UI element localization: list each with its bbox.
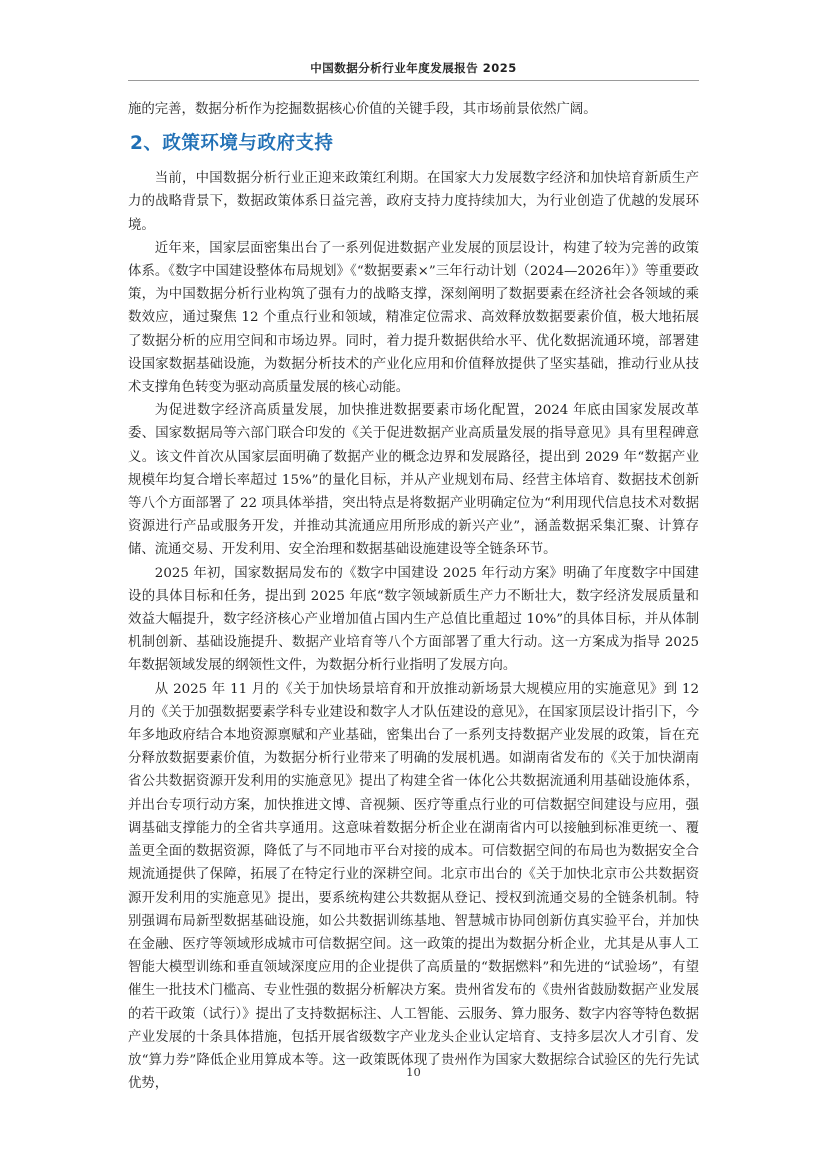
- body-paragraph-3: 为促进数字经济高质量发展，加快推进数据要素市场化配置，2024 年底由国家发展改革委、国家数据局等六部门联合印发的《关于促进数据产业高质量发展的指导意见》具有里程碑意义。该文件首次从国家层面明确了数据产业的概念边界和发展路径，提出到 2029 年“数据产业规模年均复合增长率超过 15%”的量化目标，并从产业规划布局、经营主体培育、数据技术创新等八个方面部署了 22 项具体举措，突出特点是将数据产业明确定位为“利用现代信息技术对数据资源进行产品或服务开发，并推动其流通应用所形成的新兴产业”，涵盖数据采集汇聚、计算存储、流通交易、开发利用、安全治理和数据基础设施建设等全链条环节。: [128, 403, 699, 558]
- continuation-paragraph: 施的完善，数据分析作为挖掘数据核心价值的关键手段，其市场前景依然广阔。: [128, 102, 597, 117]
- page-number: 10: [406, 1065, 421, 1079]
- body-paragraph-4: 2025 年初，国家数据局发布的《数字中国建设 2025 年行动方案》明确了年度数字中国建设的具体目标和任务，提出到 2025 年底“数字领域新质生产力不断壮大，数字经济发展质量和效益大幅提升，数字经济核心产业增加值占国内生产总值比重超过 10%”的具体目标，并从体制机制创新、基础设施提升、数据产业培育等八个方面部署了重大行动。这一方案成为指导 2025 年数据领域发展的纲领性文件，为数据分析行业指明了发展方向。: [128, 565, 699, 674]
- body-paragraph-5: 从 2025 年 11 月的《关于加快场景培育和开放推动新场景大规模应用的实施意见》到 12 月的《关于加强数据要素学科专业建设和数字人才队伍建设的意见》，在国家顶层设计指引下，今年多地政府结合本地资源禀赋和产业基础，密集出台了一系列支持数据产业发展的政策，旨在充分释放数据要素价值，为数据分析行业带来了明确的发展机遇。如湖南省发布的《关于加快湖南省公共数据资源开发利用的实施意见》提出了构建全省一体化公共数据流通利用基础设施体系，并出台专项行动方案，加快推进文博、音视频、医疗等重点行业的可信数据空间建设与应用，强调基础支撑能力的全省共享通用。这意味着数据分析企业在湖南省内可以接触到标准更统一、覆盖更全面的数据资源，降低了与不同地市平台对接的成本。可信数据空间的布局也为数据安全合规流通提供了保障，拓展了在特定行业的深耕空间。北京市出台的《关于加快北京市公共数据资源开发利用的实施意见》提出，要系统构建公共数据从登记、授权到流通交易的全链条机制。特别强调布局新型数据基础设施，如公共数据训练基地、智慧城市协同创新仿真实验平台，并加快在金融、医疗等领域形成城市可信数据空间。这一政策的提出为数据分析企业，尤其是从事人工智能大模型训练和垂直领域深度应用的企业提供了高质量的“数据燃料”和先进的“试验场”，有望催生一批技术门槛高、专业性强的数据分析解决方案。贵州省发布的《贵州省鼓励数据产业发展的若干政策（试行）》提出了支持数据标注、人工智能、云服务、算力服务、数字内容等特色数据产业发展的十条具体措施，包括开展省级数字产业龙头企业认定培育、支持多层次人才引育、发放“算力券”降低企业用算成本等。这一政策既体现了贵州作为国家大数据综合试验区的先行先试优势，: [128, 681, 699, 1092]
- body-paragraph-2: 近年来，国家层面密集出台了一系列促进数据产业发展的顶层设计，构建了较为完善的政策体系。《数字中国建设整体布局规划》《“数据要素×”三年行动计划（2024—2026年）》等重要政策，为中国数据分析行业构筑了强有力的战略支撑，深刻阐明了数据要素在经济社会各领域的乘数效应，通过聚焦 12 个重点行业和领域，精准定位需求、高效释放数据要素价值，极大地拓展了数据分析的应用空间和市场边界。同时，着力提升数据供给水平、优化数据流通环境，部署建设国家数据基础设施，为数据分析技术的产业化应用和价值释放提供了坚实基础，推动行业从技术支撑角色转变为驱动高质量发展的核心动能。: [128, 240, 699, 396]
- header-divider: [128, 80, 699, 81]
- body-paragraph-1: 当前，中国数据分析行业正迎来政策红利期。在国家大力发展数字经济和加快培育新质生产力的战略背景下，数据政策体系日益完善，政府支持力度持续加大，为行业创造了优越的发展环境。: [128, 171, 699, 233]
- page-body: [128, 98, 699, 1095]
- running-header: 中国数据分析行业年度发展报告 2025: [310, 61, 517, 75]
- section-heading: 2、政策环境与政府支持: [130, 133, 334, 155]
